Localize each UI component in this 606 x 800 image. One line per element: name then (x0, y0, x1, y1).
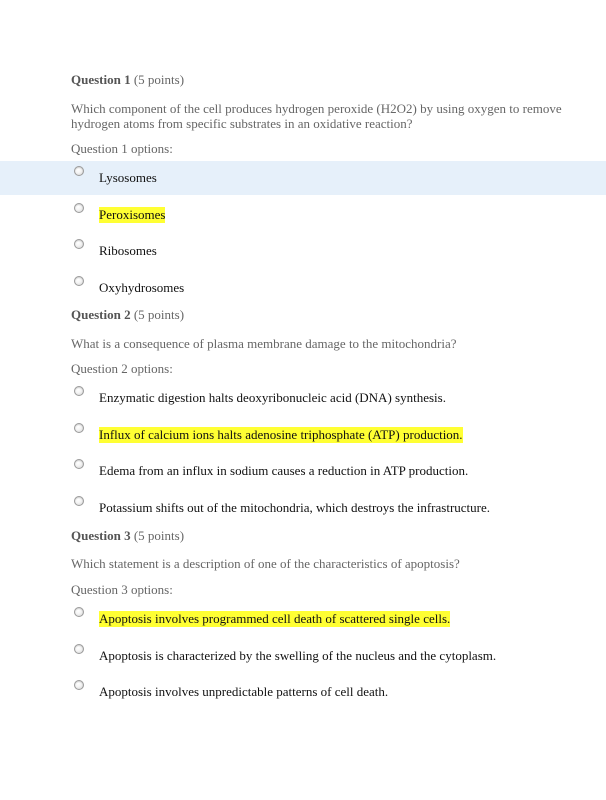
question-1-header (71, 72, 184, 88)
question-1-option-2[interactable] (0, 198, 606, 232)
option-label: Apoptosis is characterized by the swelling of the nucleus and the cytoplasm. (99, 648, 497, 663)
question-1-title: Question 1 (71, 72, 131, 87)
radio-button[interactable] (74, 386, 84, 396)
option-label: Potassium shifts out of the mitochondria, which destroys the infrastructure. (99, 500, 491, 515)
radio-button[interactable] (74, 496, 84, 506)
option-label: Lysosomes (99, 170, 157, 185)
radio-button[interactable] (74, 644, 84, 654)
question-1-text: Which component of the cell produces hydrogen peroxide (H2O2) by using oxygen to remove hydrogen atoms from specific substrates in an oxidative reaction? (71, 101, 562, 131)
question-2-option-4[interactable] (0, 491, 606, 525)
radio-button[interactable] (74, 607, 84, 617)
question-1-option-4[interactable] (0, 271, 606, 305)
radio-button[interactable] (74, 459, 84, 469)
question-3-title: Question 3 (71, 528, 131, 543)
radio-button[interactable] (74, 166, 84, 176)
radio-button[interactable] (74, 239, 84, 249)
question-2-option-1[interactable] (0, 381, 606, 415)
option-label: Edema from an influx in sodium causes a reduction in ATP production. (99, 463, 469, 478)
question-3-options-label: Question 3 options: (71, 582, 173, 597)
question-2-title: Question 2 (71, 307, 131, 322)
question-1-options-label: Question 1 options: (71, 141, 173, 156)
question-1-points: (5 points) (133, 72, 185, 87)
question-3-option-2[interactable] (0, 639, 606, 673)
option-label-highlighted: Influx of calcium ions halts adenosine triphosphate (ATP) production. (99, 427, 463, 442)
option-label: Enzymatic digestion halts deoxyribonucleic acid (DNA) synthesis. (99, 390, 446, 405)
option-label: Oxyhydrosomes (99, 280, 185, 295)
radio-button[interactable] (74, 203, 84, 213)
question-2-option-2[interactable] (0, 418, 606, 452)
option-label: Ribosomes (99, 243, 157, 258)
question-3-text: Which statement is a description of one of the characteristics of apoptosis? (71, 556, 460, 571)
radio-button[interactable] (74, 423, 84, 433)
question-3-option-1[interactable] (0, 602, 606, 636)
question-3-option-3[interactable] (0, 675, 606, 709)
question-2-points: (5 points) (133, 307, 185, 322)
question-2-options-label: Question 2 options: (71, 361, 173, 376)
option-label: Apoptosis involves unpredictable patterns of cell death. (99, 684, 389, 699)
question-3-points: (5 points) (133, 528, 185, 543)
option-label-highlighted: Apoptosis involves programmed cell death of scattered single cells. (99, 611, 451, 626)
question-3-header (71, 528, 184, 544)
radio-button[interactable] (74, 276, 84, 286)
radio-button[interactable] (74, 680, 84, 690)
question-2-option-3[interactable] (0, 454, 606, 488)
question-1-option-3[interactable] (0, 234, 606, 268)
question-2-header (71, 307, 184, 323)
question-1-option-1[interactable] (0, 161, 606, 195)
option-label-highlighted: Peroxisomes (99, 207, 166, 222)
question-2-text: What is a consequence of plasma membrane damage to the mitochondria? (71, 336, 457, 351)
